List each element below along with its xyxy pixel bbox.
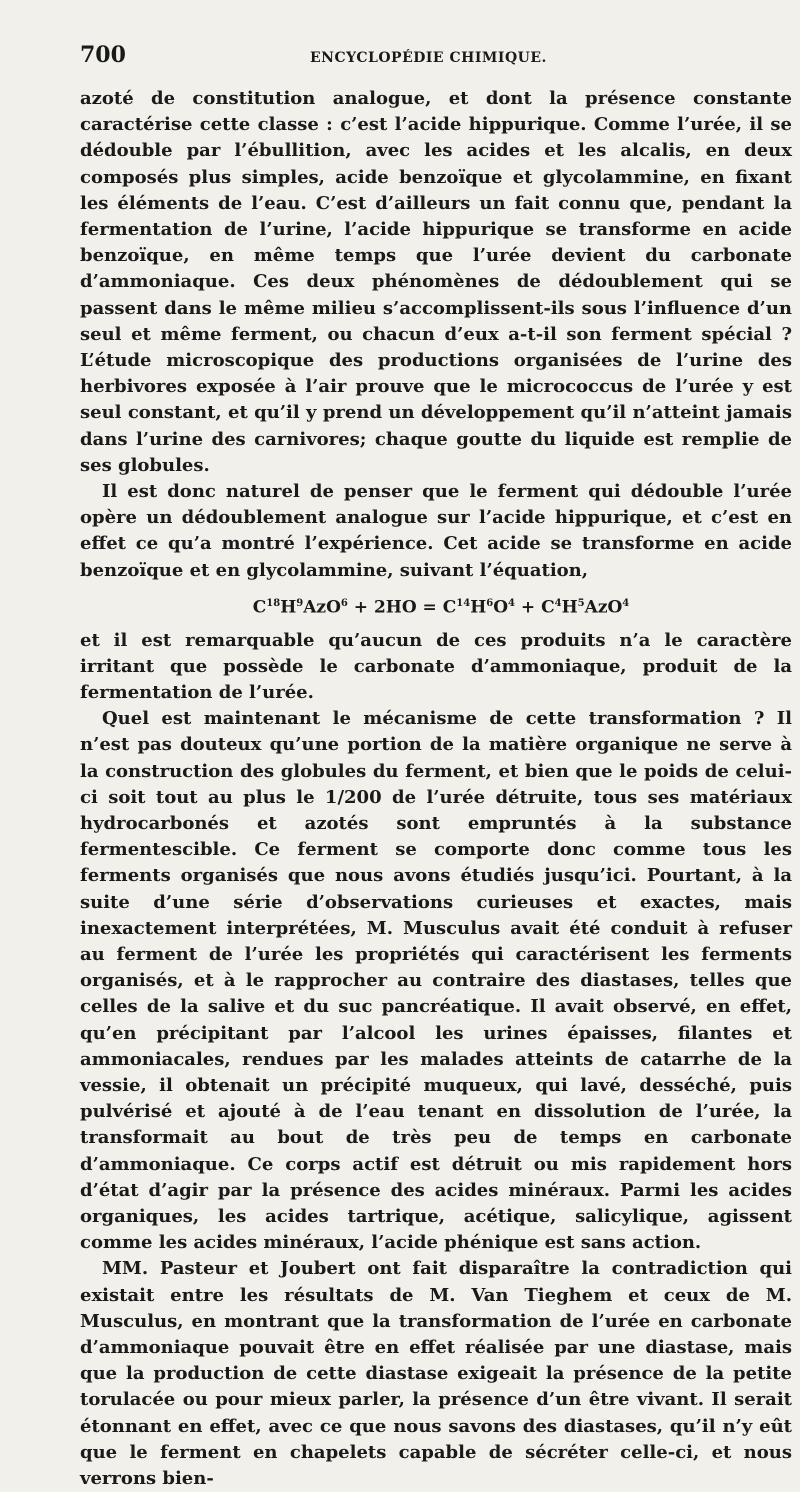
page-number: 700 xyxy=(80,42,126,68)
paragraph: MM. Pasteur et Joubert ont fait disparaître la contradiction qui existait entre les résultats de M. Van Tieghem et ceux de M. Musculus, en montrant que la transformation de l’urée en carbonate d’ammoniaque pouvait être en effet réalisée par une diastase, mais que la production de cette diastase exigeait la présence de la petite torulacée ou pour mieux parler, la présence d’un être vivant. Il serait étonnant en effet, avec ce que nous savons des diastases, qu’il n’y eût que le ferment en chapelets capable de sécréter celle-ci, et nous verrons bien- xyxy=(80,1258,792,1490)
page-header xyxy=(80,42,792,72)
paragraph: Il est donc naturel de penser que le ferment qui dédouble l’urée opère un dédoublement analogue sur l’acide hippurique, et c’est en effet ce qu’a montré l’expérience. Cet acide se transforme en acide benzoïque et en glycolammine, suivant l’équation, xyxy=(80,481,792,581)
document-page xyxy=(80,42,792,1492)
body-text xyxy=(80,86,792,1492)
paragraph: azoté de constitution analogue, et dont la présence constante caractérise cette classe : c’est l’acide hippurique. Comme l’urée, il se dédouble par l’ébullition, avec les acides et les alcalis, en deux composés plus simples, acide benzoïque et glycolammine, en fixant les éléments de l’eau. C’est d’ailleurs un fait connu que, pendant la fermentation de l’urine, l’acide hippurique se transforme en acide benzoïque, en même temps que l’urée devient du carbonate d’ammoniaque. Ces deux phénomènes de dédoublement qui se passent dans le même milieu s’accomplissent-ils sous l’influence d’un seul et même ferment, ou chacun d’eux a-t-il son ferment spécial ? L’étude microscopique des productions organisées de l’urine des herbivores exposée à l’air prouve que le micrococcus de l’urée y est seul constant, et qu’il y prend un développement qu’il n’atteint jamais dans l’urine des carnivores; chaque goutte du liquide est remplie de ses globules. xyxy=(80,88,792,476)
running-head: ENCYCLOPÉDIE CHIMIQUE. xyxy=(310,50,547,66)
chemical-equation: $C^{18}H^9AzO^6 + 2HO = C^{14}H^6O^4 + C^4H^5AzO^4$ xyxy=(252,597,630,618)
paragraph: et il est remarquable qu’aucun de ces produits n’a le caractère irritant que possède le carbonate d’ammoniaque, produit de la fermentation de l’urée. xyxy=(80,629,792,703)
paragraph: Quel est maintenant le mécanisme de cette transformation ? Il n’est pas douteux qu’une portion de la matière organique ne serve à la construction des globules du ferment, et bien que le poids de celui-ci soit tout au plus le 1/200 de l’urée détruite, tous ses matériaux hydrocarbonés et azotés sont empruntés à la substance fermentescible. Ce ferment se comporte donc comme tous les ferments organisés que nous avons étudiés jusqu’ici. Pourtant, à la suite d’une série d’observations curieuses et exactes, mais inexactement interprétées, M. Musculus avait été conduit à refuser au ferment de l’urée les propriétés qui caractérisent les ferments organisés, et à le rapprocher au contraire des diastases, telles que celles de la salive et du suc pancréatique. Il avait observé, en effet, qu’en précipitant par l’alcool les urines épaisses, filantes et ammoniacales, rendues par les malades atteints de catarrhe de la vessie, il obtenait un précipité muqueux, qui lavé, desséché, puis pulvérisé et ajouté à de l’eau tenant en dissolution de l’urée, la transformait au bout de très peu de temps en carbonate d’ammoniaque. Ce corps actif est détruit ou mis rapidement hors d’état d’agir par la présence des acides minéraux. Parmi les acides organiques, les acides tartrique, acétique, salicylique, agissent comme les acides minéraux, l’acide phénique est sans action. xyxy=(80,708,792,1254)
